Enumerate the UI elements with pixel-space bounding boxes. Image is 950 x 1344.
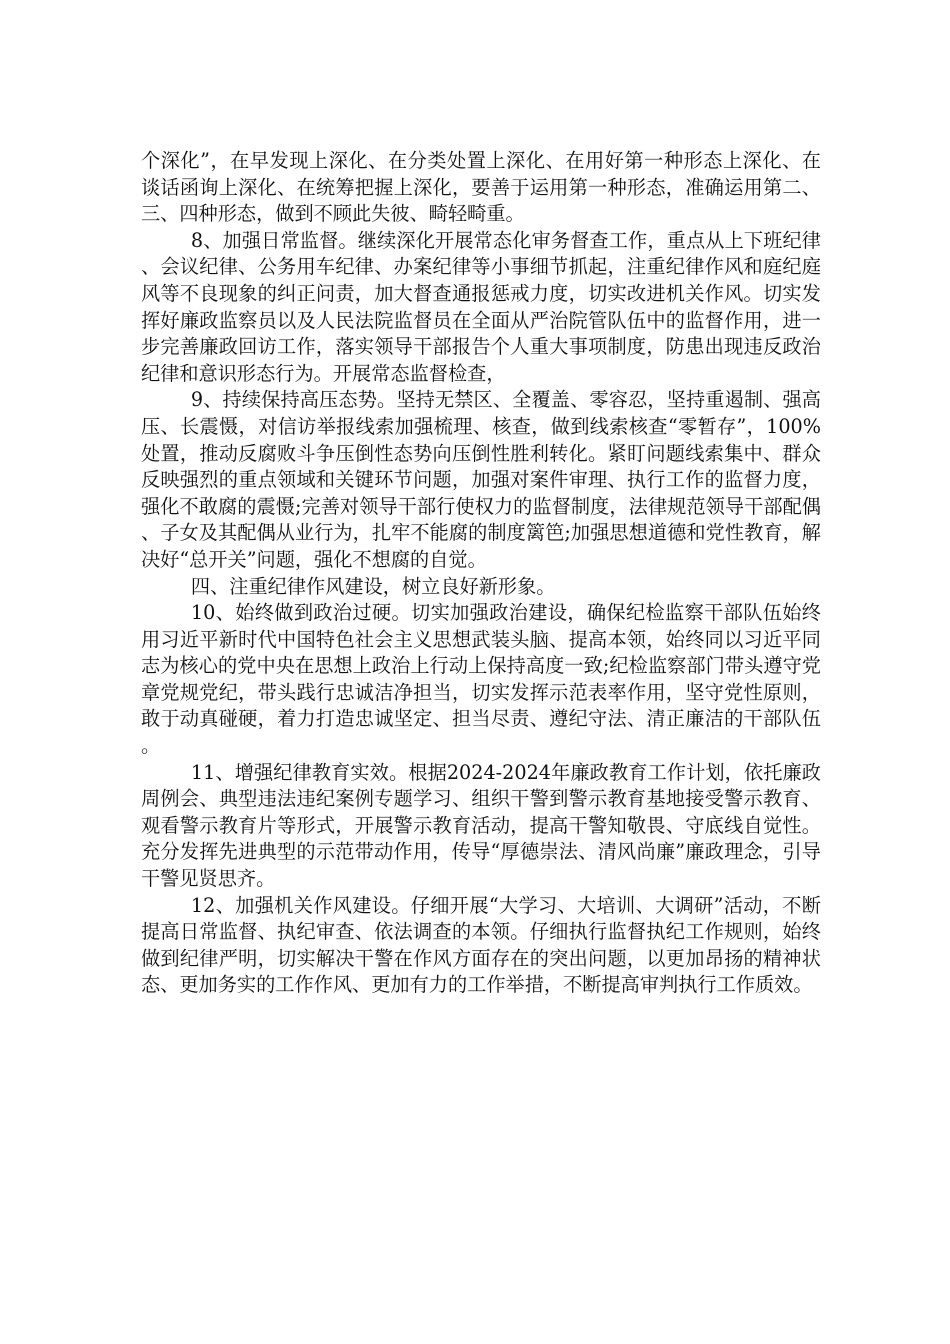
paragraph-item-10: 10、始终做到政治过硬。切实加强政治建设，确保纪检监察干部队伍始终用习近平新时代中国特色社会主义思想武装头脑、提高本领，始终同以习近平同志为核心的党中央在思想上政治上行动上保持高度一致;纪检监察部门带头遵守党章党规党纪，带头践行忠诚洁净担当，切实发挥示范表率作用，坚守党性原则，敢于动真碰硬，着力打造忠诚坚定、担当尽责、遵纪守法、清正廉洁的干部队伍。	[141, 601, 821, 758]
paragraph-item-12: 12、加强机关作风建设。仔细开展“大学习、大培训、大调研”活动，不断提高日常监督、执纪审查、依法调查的本领。仔细执行监督执纪工作规则，始终做到纪律严明，切实解决干警在作风方面存在的突出问题，以更加昂扬的精神状态、更加务实的工作作风、更加有力的工作举措，不断提高审判执行工作质效。	[141, 893, 821, 997]
paragraph-item-8: 8、加强日常监督。继续深化开展常态化审务督查工作，重点从上下班纪律、会议纪律、公务用车纪律、办案纪律等小事细节抓起，注重纪律作风和庭纪庭风等不良现象的纠正问责，加大督查通报惩戒力度，切实改进机关作风。切实发挥好廉政监察员以及人民法院监督员在全面从严治院管队伍中的监督作用，进一步完善廉政回访工作，落实领导干部报告个人重大事项制度，防患出现违反政治纪律和意识形态行为。开展常态监督检查，	[141, 228, 821, 385]
paragraph-item-11: 11、增强纪律教育实效。根据2024-2024年廉政教育工作计划，依托廉政周例会、典型违法违纪案例专题学习、组织干警到警示教育基地接受警示教育、观看警示教育片等形式，开展警示教育活动，提高干警知敬畏、守底线自觉性。充分发挥先进典型的示范带动作用，传导“厚德崇法、清风尚廉”廉政理念，引导干警见贤思齐。	[141, 760, 821, 891]
document-page	[141, 148, 821, 999]
paragraph-item-9: 9、持续保持高压态势。坚持无禁区、全覆盖、零容忍，坚持重遏制、强高压、长震慑，对信访举报线索加强梳理、核查，做到线索核查“零暂存”，100%处置，推动反腐败斗争压倒性态势向压倒性胜利转化。紧盯问题线索集中、群众反映强烈的重点领域和关键环节问题，加强对案件审理、执行工作的监督力度，强化不敢腐的震慑;完善对领导干部行使权力的监督制度，法律规范领导干部配偶、子女及其配偶从业行为，扎牢不能腐的制度篱笆;加强思想道德和党性教育，解决好“总开关”问题，强化不想腐的自觉。	[141, 388, 821, 571]
section-heading-4: 四、注重纪律作风建设，树立良好新形象。	[190, 574, 556, 598]
paragraph-continuation: 个深化”，在早发现上深化、在分类处置上深化、在用好第一种形态上深化、在谈话函询上深化、在统筹把握上深化，要善于运用第一种形态，准确运用第二、三、四种形态，做到不顾此失彼、畸轻畸重。	[141, 149, 821, 226]
